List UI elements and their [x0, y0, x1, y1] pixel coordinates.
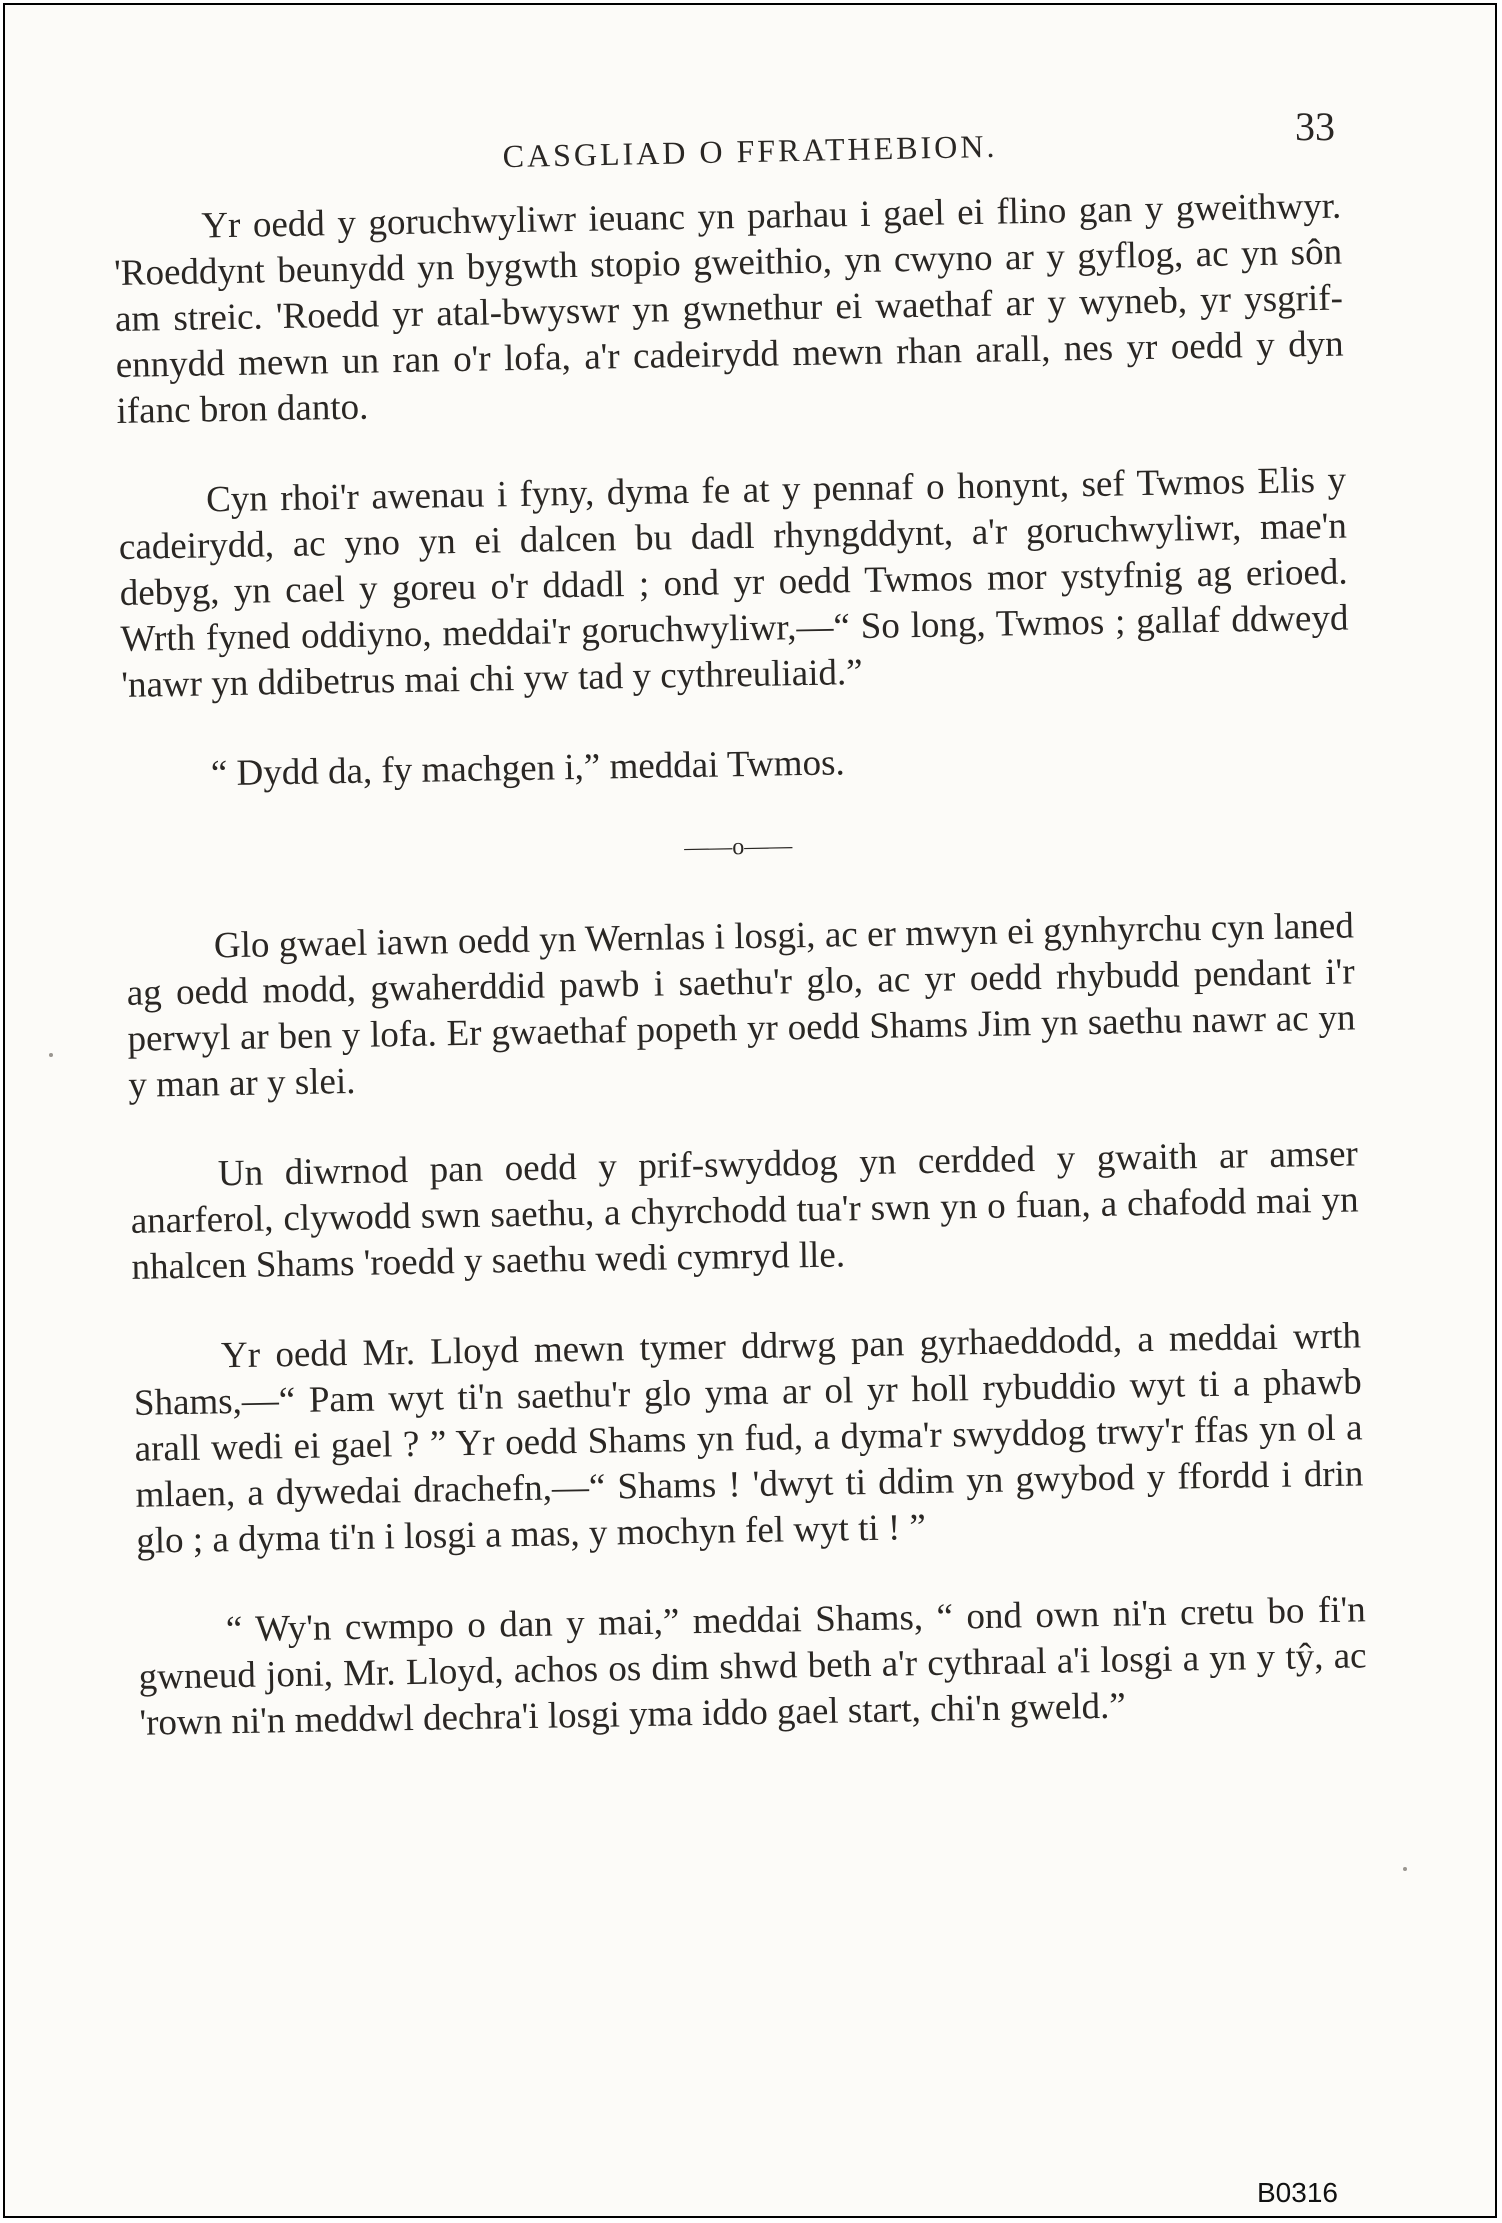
margin-speck [1403, 1867, 1407, 1871]
paragraph: “ Dydd da, fy machgen i,” meddai Twmos. [210, 742, 846, 795]
paragraph: Cyn rhoi'r awenau i fyny, dyma fe at y pennaf o honynt, sef Twmos Elis y cadeirydd, ac yno yn ei dalcen bu dadl rhyngddynt, a'r goruchwyliwr, mae'n debyg, yn cael y goreu o'r ddadl ; ond yr oedd Twmos mor ystyfnig ag erioed. Wrth fyned oddiyno, meddai'r goruchwyliwr,—“ So long, Twmos ; gallaf ddweyd 'nawr yn ddibetrus mai chi yw tad y cythreuliaid.” [118, 459, 1349, 706]
body-text [113, 184, 1368, 1791]
paragraph: Un diwrnod pan oedd y prif-swyddog yn cerdded y gwaith ar amser anarferol, clywodd swn saethu, a chyrchodd tua'r swn yn o fuan, a chafodd mai yn nhalcen Shams 'roedd y saethu wedi cymryd lle. [130, 1133, 1359, 1288]
paragraph: Yr oedd Mr. Lloyd mewn tymer ddrwg pan gyrhaeddodd, a meddai wrth Shams,—“ Pam wyt ti'n saethu'r glo yma ar ol yr holl rybuddio wyt ti a phawb arall wedi ei gael ? ” Yr oedd Shams yn fud, a dyma'r swyddog trwy'r ffas yn ol a mlaen, a dywedai drachefn,—“ Shams ! 'dwyt ti ddim yn gwybod y ffordd i drin glo ; a dyma ti'n i losgi a mas, y mochyn fel wyt ti ! ” [133, 1315, 1364, 1562]
paragraph: Glo gwael iawn oedd yn Wernlas i losgi, ac er mwyn ei gynhyrchu cyn laned ag oedd modd, gwaherddid pawb i saethu'r glo, ac yr oedd rhybudd pendant i'r perwyl ar ben y lofa. Er gwaethaf popeth yr oedd Shams Jim yn saethu nawr ac yn y man ar y slei. [126, 905, 1356, 1106]
margin-speck [49, 1053, 53, 1057]
paragraph: Yr oedd y goruchwyliwr ieuanc yn parhau i gael ei flino gan y gweithwyr. 'Roeddynt beunydd yn bygwth stopio gweithio, yn cwyno ar y gyflog, ac yn sôn am streic. 'Roedd yr atal-bwyswr yn gwnethur ei waethaf ar y wyneb, yr ysgrif-ennydd mewn un ran o'r lofa, a'r cadeirydd mewn rhan arall, nes yr oedd y dyn ifanc bron danto. [113, 185, 1344, 432]
section-separator: ——o—— [684, 833, 793, 862]
page-frame [3, 3, 1497, 2218]
page-number: 33 [1295, 104, 1335, 149]
paragraph: “ Wy'n cwmpo o dan y mai,” meddai Shams, “ ond own ni'n cretu bo fi'n gwneud joni, Mr. Lloyd, achos os dim shwd beth a'r cythraal a'i losgi a yn y tŷ, ac 'rown ni'n meddwl dechra'i losgi yma iddo gael start, chi'n gweld.” [138, 1589, 1367, 1744]
running-head: CASGLIAD O FFRATHEBION. [502, 127, 998, 175]
catalog-code: B0316 [1257, 2177, 1338, 2208]
